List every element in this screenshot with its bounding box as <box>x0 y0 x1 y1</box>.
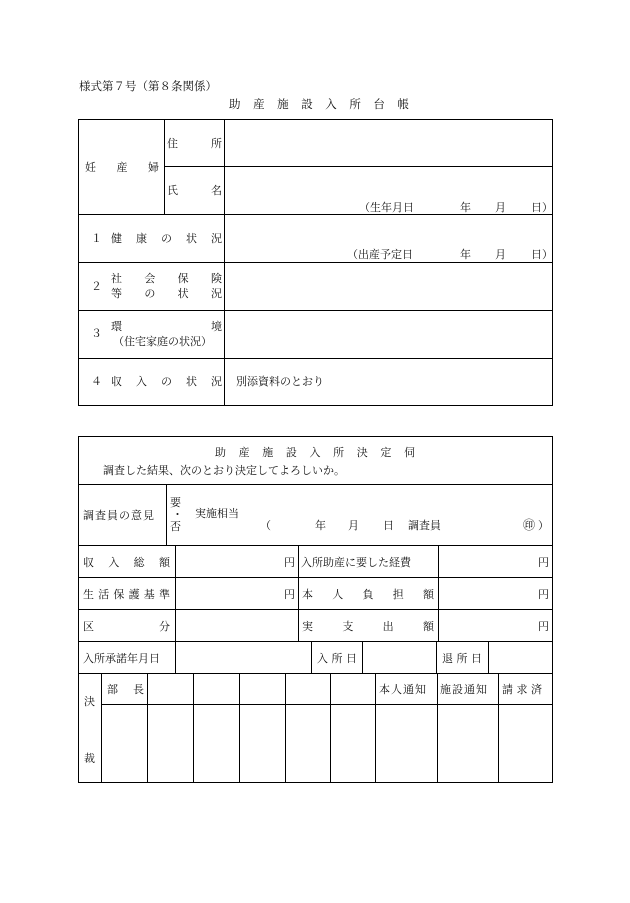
income-value: 別添資料のとおり <box>236 375 324 388</box>
approval-divider <box>239 673 240 783</box>
approval-divider <box>147 673 148 783</box>
decision-divider <box>438 545 439 641</box>
name-label: 氏 名 <box>167 184 222 197</box>
welfare-standard-unit: 円 <box>284 588 295 601</box>
decision-divider <box>175 545 176 673</box>
ledger-title: 助 産 施 設 入 所 台 帳 <box>229 97 409 111</box>
form-number: 様式第７号（第８条関係） <box>79 79 217 93</box>
decision-divider <box>298 545 299 641</box>
approval-divider <box>285 673 286 783</box>
self-burden-unit: 円 <box>538 588 549 601</box>
approval-label-top: 決 <box>84 695 95 708</box>
decision-line <box>78 545 553 546</box>
opinion-open-paren: （ <box>260 519 271 532</box>
decision-intro: 調査した結果、次のとおり決定してよろしいか。 <box>103 464 345 477</box>
decision-divider <box>311 641 312 673</box>
opinion-no: 否 <box>170 520 181 533</box>
income-label: 収 入 の 状 況 <box>111 375 222 388</box>
billing-done-label: 請 求 済 <box>502 683 542 696</box>
due-year-label: 年 <box>460 248 471 261</box>
ledger-line <box>78 358 553 359</box>
health-label: 健 康 の 状 況 <box>111 232 222 245</box>
approval-label-bottom: 裁 <box>84 752 95 765</box>
environment-label: 環 境 <box>111 320 222 333</box>
approval-divider <box>437 673 438 783</box>
decision-title: 助 産 施 設 入 所 決 定 伺 <box>215 446 415 459</box>
opinion-dot: ・ <box>172 508 183 521</box>
decision-divider <box>436 641 437 673</box>
income-number: ４ <box>91 375 102 388</box>
expense-unit: 円 <box>538 556 549 569</box>
decision-line <box>78 673 553 674</box>
actual-payment-label: 実 支 出 額 <box>302 620 434 633</box>
admission-date-label: 入 所 日 <box>317 652 357 665</box>
health-number: １ <box>91 232 102 245</box>
actual-payment-unit: 円 <box>538 620 549 633</box>
decision-line <box>78 641 553 642</box>
category-label: 区 分 <box>83 620 170 633</box>
welfare-standard-label: 生 活 保 護 基 準 <box>83 588 170 601</box>
address-label: 住 所 <box>167 137 222 150</box>
opinion-year: 年 <box>315 519 326 532</box>
ledger-line <box>78 310 553 311</box>
ledger-line <box>78 262 553 263</box>
income-total-label: 収 入 総 額 <box>83 556 170 569</box>
insurance-label-line2: 等 の 状 況 <box>111 287 222 300</box>
approval-divider <box>193 673 194 783</box>
approval-date-label: 入所承諾年月日 <box>83 652 160 665</box>
opinion-close-paren: ） <box>538 519 549 532</box>
due-day-label: 日） <box>531 248 553 261</box>
birth-month-label: 月 <box>495 201 506 214</box>
self-burden-label: 本 人 負 担 額 <box>302 588 434 601</box>
approval-divider <box>375 673 376 783</box>
approval-divider <box>498 673 499 783</box>
facility-notice-label: 施設通知 <box>440 683 488 696</box>
ledger-line <box>164 166 553 167</box>
birth-day-label: 日） <box>531 201 553 214</box>
opinion-investigator: 調査員 <box>408 519 441 532</box>
decision-line <box>78 484 553 485</box>
pregnant-woman-label: 妊 産 婦 <box>85 161 159 174</box>
due-date-label: （出産予定日 <box>347 248 413 261</box>
decision-divider <box>488 641 489 673</box>
decision-divider <box>166 484 167 545</box>
director-label: 部 長 <box>107 683 144 696</box>
opinion-yes: 要 <box>170 496 181 509</box>
leaving-date-label: 退 所 日 <box>442 652 482 665</box>
income-total-unit: 円 <box>284 556 295 569</box>
birth-year-label: 年 <box>460 201 471 214</box>
opinion-implement: 実施相当 <box>195 507 239 520</box>
birth-date-label: （生年月日 <box>359 201 414 214</box>
environment-number: ３ <box>91 327 102 340</box>
self-notice-label: 本人通知 <box>379 683 427 696</box>
expense-label: 入所助産に要した経費 <box>301 556 411 569</box>
decision-line <box>78 577 553 578</box>
opinion-label: 調査員の意見 <box>83 509 155 522</box>
decision-line <box>101 704 553 705</box>
seal-mark: ㊞ <box>523 518 536 532</box>
opinion-day: 日 <box>383 519 394 532</box>
environment-note: （住宅家庭の状況） <box>113 335 212 348</box>
decision-divider <box>362 641 363 673</box>
opinion-month: 月 <box>348 519 359 532</box>
decision-line <box>78 609 553 610</box>
due-month-label: 月 <box>495 248 506 261</box>
approval-divider <box>101 673 102 783</box>
insurance-number: ２ <box>91 280 102 293</box>
approval-divider <box>330 673 331 783</box>
insurance-label-line1: 社 会 保 険 <box>111 272 222 285</box>
ledger-line <box>78 214 553 215</box>
